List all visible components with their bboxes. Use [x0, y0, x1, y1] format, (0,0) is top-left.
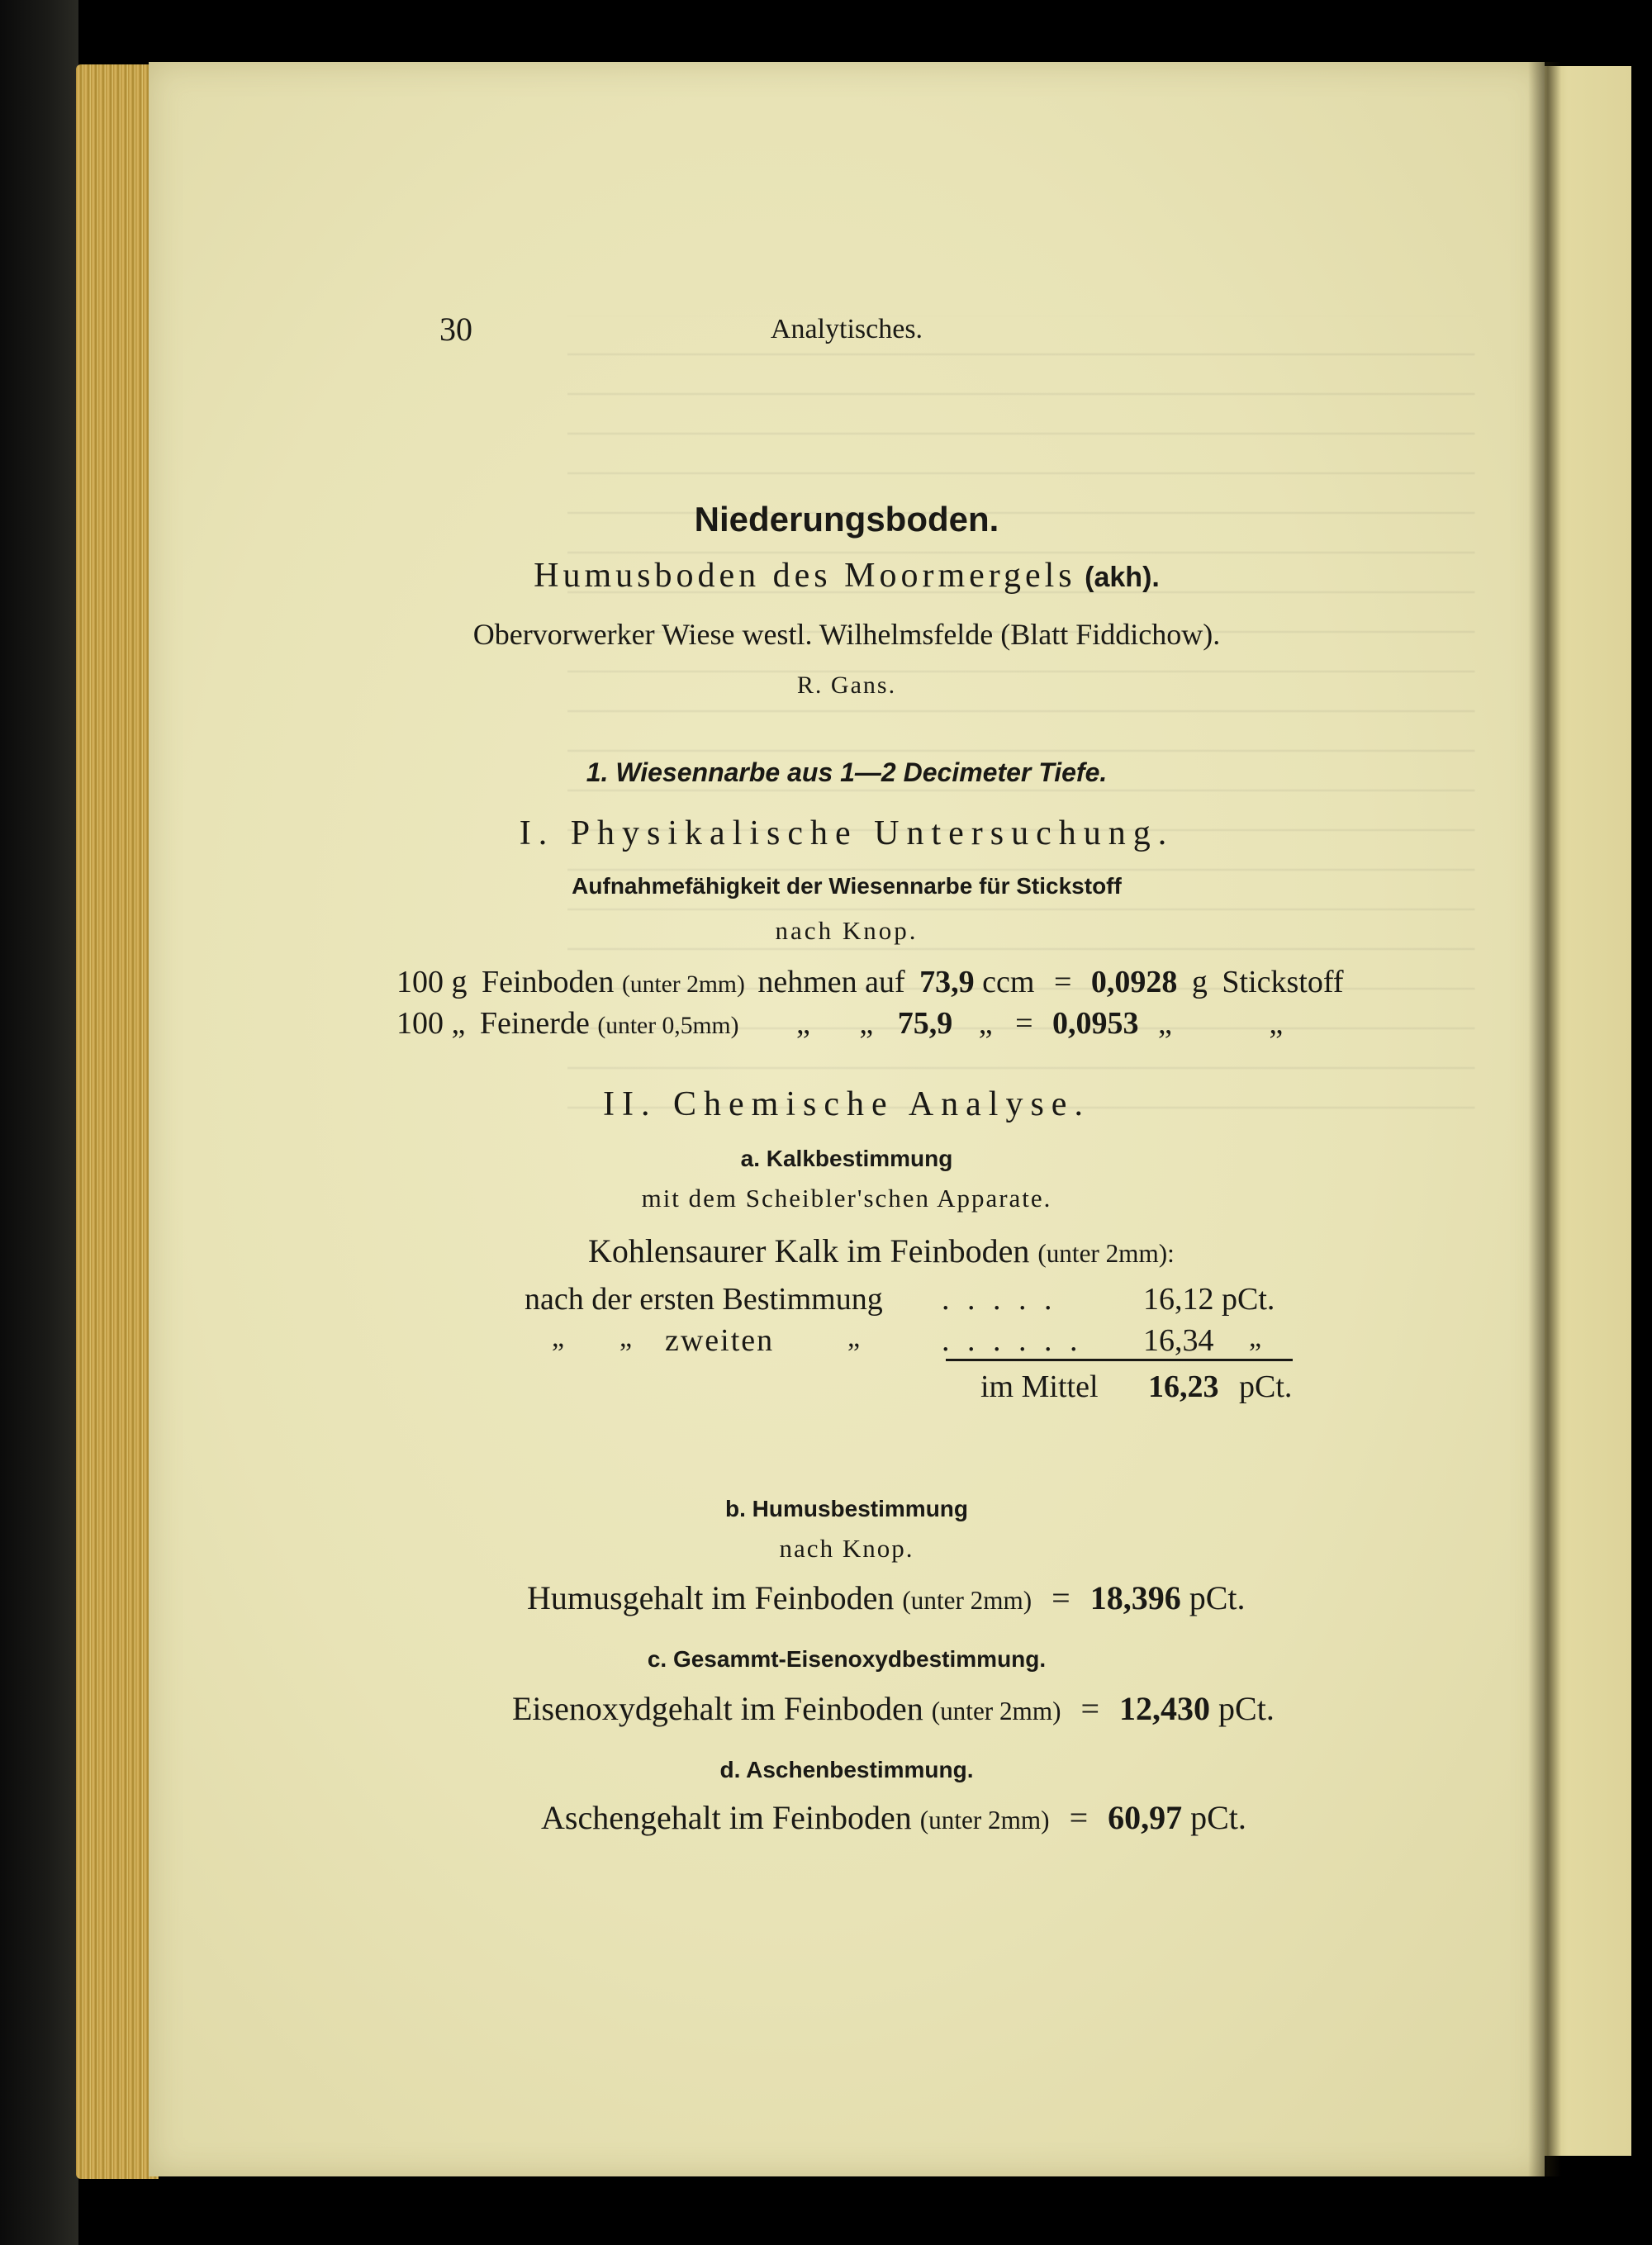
humus-unit: pCt. [1189, 1579, 1246, 1616]
asche-value: 60,97 [1108, 1799, 1183, 1836]
row1-g-unit: g [1191, 965, 1208, 999]
page-title: Niederungsboden. [694, 500, 999, 539]
row1-verb: nehmen auf [757, 965, 905, 999]
kalk-second-dots: . . . . . . [942, 1323, 1083, 1358]
row2-size: (unter 0,5mm) [597, 1013, 739, 1039]
humus-equals: = [1051, 1579, 1070, 1616]
kalk-second-value: 16,34 [1143, 1323, 1214, 1358]
row1-substance: Stickstoff [1222, 965, 1344, 999]
asche-line [541, 1798, 1246, 1837]
kalk-second-quote-3: „ [847, 1322, 861, 1353]
section-heading: 1. Wiesennarbe aus 1—2 Decimeter Tiefe. [586, 757, 1108, 787]
kalk-second-label: zweiten [665, 1323, 775, 1358]
kalk-mean-value: 16,23 [1148, 1369, 1219, 1404]
row2-substance: „ [1269, 1006, 1284, 1041]
row2-equals: = [1015, 1006, 1033, 1041]
book-gutter [1528, 62, 1561, 2176]
asche-unit: pCt. [1190, 1799, 1246, 1836]
humus-size: (unter 2mm) [902, 1586, 1032, 1615]
row1-ccm-value: 73,9 [919, 965, 975, 999]
humus-method: nach Knop. [779, 1534, 914, 1563]
page-edges [76, 64, 159, 2179]
physical-heading: I. Physikalische Untersuchung. [519, 814, 1175, 852]
kalk-line [588, 1232, 1175, 1270]
asche-heading: d. Aschenbestimmung. [719, 1757, 974, 1782]
book-page [149, 62, 1545, 2176]
kalk-second-quote-2: „ [620, 1322, 633, 1353]
soil-name-line [149, 556, 1545, 596]
kalk-first-label: nach der ersten Bestimmung [525, 1282, 883, 1317]
row2-amount: 100 „ [396, 1006, 466, 1041]
kalk-mean-unit: pCt. [1239, 1369, 1293, 1404]
kalk-second-quote-4: „ [1249, 1322, 1262, 1353]
location-line: Obervorwerker Wiese westl. Wilhelmsfelde (Blatt Fiddichow). [472, 618, 1221, 651]
kalk-first-dots: . . . . . [942, 1282, 1057, 1317]
kalk-method: mit dem Scheibler'schen Apparate. [641, 1184, 1052, 1213]
kalk-second-quote-1: „ [552, 1322, 565, 1353]
row2-material: Feinerde [479, 1006, 590, 1041]
row1-material: Feinboden [482, 965, 615, 999]
kalk-line-size: (unter 2mm): [1037, 1239, 1175, 1268]
kalk-heading: a. Kalkbestimmung [740, 1146, 953, 1171]
eisen-label: Eisenoxydgehalt im Feinboden [512, 1690, 923, 1727]
eisen-heading: c. Gesammt-Eisenoxydbestimmung. [647, 1646, 1047, 1672]
kalk-mean-label: im Mittel [980, 1369, 1099, 1404]
absorption-row-1 [396, 964, 1343, 1000]
running-title: Analytisches. [770, 314, 923, 344]
absorption-row-2 [396, 1005, 1283, 1042]
eisen-equals: = [1080, 1690, 1100, 1727]
author-line: R. Gans. [796, 672, 897, 699]
row1-equals: = [1053, 965, 1072, 999]
humus-line [527, 1578, 1246, 1617]
page-number: 30 [439, 311, 472, 348]
soil-code: (akh). [1085, 562, 1160, 593]
eisen-line [512, 1689, 1275, 1728]
book-cover-edge [0, 0, 78, 2245]
row2-ccm-unit: „ [978, 1006, 993, 1041]
eisen-value: 12,430 [1119, 1690, 1211, 1727]
asche-size: (unter 2mm) [919, 1806, 1050, 1834]
row2-g-value: 0,0953 [1052, 1006, 1139, 1041]
humus-heading: b. Humusbestimmung [724, 1496, 968, 1521]
humus-value: 18,396 [1089, 1579, 1181, 1616]
physical-method: nach Knop. [775, 916, 919, 945]
row1-ccm-unit: ccm [982, 965, 1035, 999]
sum-rule [946, 1359, 1293, 1361]
soil-name: Humusboden des Moormergels [534, 557, 1076, 595]
kalk-first-value: 16,12 pCt. [1143, 1282, 1275, 1317]
row2-verb: „ „ [795, 1006, 874, 1041]
physical-subheading: Aufnahmefähigkeit der Wiesennarbe für Stickstoff [572, 873, 1122, 899]
row2-g-unit: „ [1158, 1006, 1172, 1041]
eisen-unit: pCt. [1218, 1690, 1275, 1727]
humus-label: Humusgehalt im Feinboden [527, 1579, 895, 1616]
asche-equals: = [1069, 1799, 1089, 1836]
eisen-size: (unter 2mm) [931, 1697, 1061, 1725]
asche-label: Aschengehalt im Feinboden [541, 1799, 912, 1836]
chemical-heading: II. Chemische Analyse. [603, 1085, 1090, 1123]
row1-size: (unter 2mm) [621, 971, 745, 998]
row1-g-value: 0,0928 [1090, 965, 1178, 999]
row2-ccm-value: 75,9 [897, 1006, 953, 1041]
row1-amount: 100 g [396, 965, 468, 999]
kalk-line-label: Kohlensaurer Kalk im Feinboden [588, 1232, 1030, 1270]
